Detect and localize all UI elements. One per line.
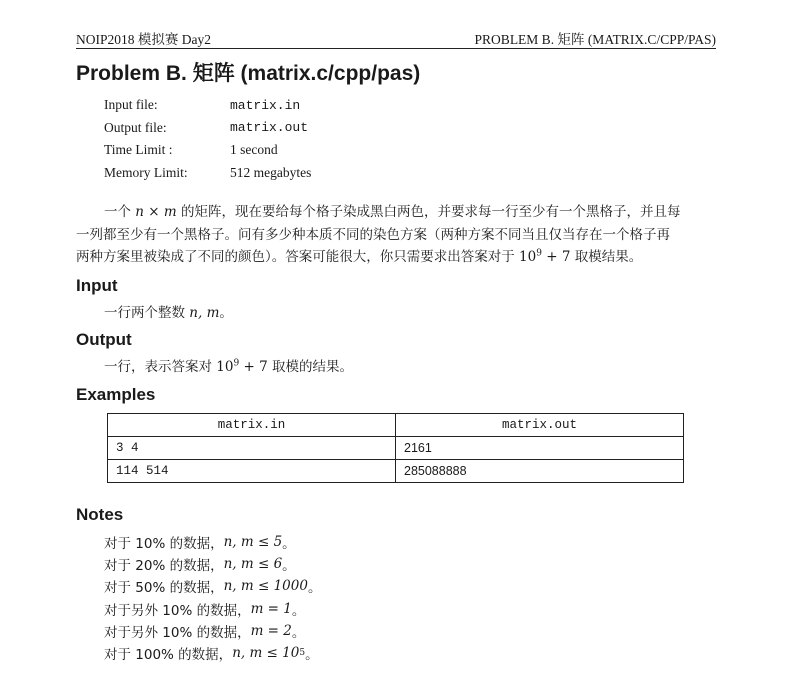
note-condition: n, m ≤ 1000 <box>223 578 308 595</box>
table-row <box>108 437 684 460</box>
meta-label: Input file: <box>104 97 158 113</box>
statement-text: 取模结果。 <box>574 249 643 265</box>
meta-input-file <box>104 94 311 117</box>
header-rule <box>76 48 716 49</box>
statement-text: 两种方案里被染成了不同的颜色）。答案可能很大，你只需要求出答案对于 <box>76 249 515 265</box>
note-text: 对于 50% 的数据， <box>104 580 224 597</box>
list-item <box>104 575 321 597</box>
header-left: NOIP2018 模拟赛 Day2 <box>76 32 211 47</box>
note-end: 。 <box>291 624 306 641</box>
list-item <box>104 598 321 620</box>
note-text: 对于另外 10% 的数据， <box>104 624 251 641</box>
note-condition: n, m ≤ 5 <box>223 534 283 551</box>
example-input-cell: 3 4 <box>108 437 396 460</box>
problem-meta <box>104 94 311 184</box>
meta-memory-limit <box>104 162 311 185</box>
example-input-cell: 114 514 <box>108 460 396 483</box>
output-text: 一行，表示答案对 <box>104 359 212 375</box>
meta-value: 1 second <box>230 142 278 158</box>
list-item: 对于 100% 的数据， n, m ≤ 10 5 。 <box>104 645 319 664</box>
notes-list <box>104 531 321 664</box>
table-row <box>108 460 684 483</box>
output-heading: Output <box>76 330 132 349</box>
notes-heading: Notes <box>76 505 124 524</box>
note-text: 对于 10% 的数据， <box>104 536 224 553</box>
list-item <box>104 553 321 575</box>
table-header-row <box>108 414 684 437</box>
column-header-output: matrix.out <box>396 414 684 437</box>
statement-text: 一个 <box>104 204 131 220</box>
list-item <box>104 620 321 642</box>
example-output-cell: 285088888 <box>396 460 684 483</box>
output-description <box>104 355 353 375</box>
note-text: 对于 100% 的数据， <box>104 647 233 664</box>
meta-label: Time Limit : <box>104 142 173 158</box>
column-header-input: matrix.in <box>108 414 396 437</box>
meta-time-limit <box>104 139 311 162</box>
statement-line-1 <box>76 201 716 224</box>
meta-value: matrix.in <box>230 97 301 113</box>
statement-line-2: 一列都至少有一个黑格子。问有多少种本质不同的染色方案（两种方案不同当且仅当存在一个格子再 <box>76 226 670 243</box>
note-end: 。 <box>282 558 296 575</box>
header-right: PROBLEM B. 矩阵 (MATRIX.C/CPP/PAS) <box>474 32 716 47</box>
meta-label: Memory Limit: <box>104 164 188 180</box>
running-header <box>76 28 716 48</box>
note-condition: m = 1 <box>250 600 292 617</box>
modulus-offset: + 7 <box>541 249 571 265</box>
statement-math: n × m <box>135 204 177 220</box>
note-text: 对于 20% 的数据， <box>104 558 224 575</box>
output-text-end: 取模的结果。 <box>272 359 353 375</box>
modulus-exponent: 9 <box>233 358 240 369</box>
modulus-base: 10 <box>519 249 537 265</box>
modulus-base: 10 <box>216 359 234 375</box>
problem-title: Problem B. 矩阵 (matrix.c/cpp/pas) <box>76 62 421 85</box>
modulus-offset: + 7 <box>239 359 268 375</box>
statement-text: 的矩阵，现在要给每个格子染成黑白两色，并要求每一行至少有一个黑格子，并且每 <box>180 204 681 220</box>
meta-value: 512 megabytes <box>230 164 312 180</box>
input-math: n, m <box>189 305 220 321</box>
meta-label: Output file: <box>104 119 167 135</box>
note-condition: m = 2 <box>250 622 292 639</box>
input-heading: Input <box>76 276 118 295</box>
examples-table <box>107 413 684 483</box>
note-end: 。 <box>305 647 319 664</box>
input-text: 一行两个整数 <box>104 305 185 321</box>
meta-output-file <box>104 117 311 140</box>
example-output-cell: 2161 <box>396 437 684 460</box>
note-text: 对于另外 10% 的数据， <box>104 602 251 619</box>
note-end: 。 <box>291 602 306 619</box>
note-end: 。 <box>282 536 296 553</box>
note-end: 。 <box>307 580 322 597</box>
problem-statement <box>76 201 716 269</box>
input-description <box>104 301 233 321</box>
examples-heading: Examples <box>76 385 156 404</box>
input-text-end: 。 <box>219 305 233 321</box>
meta-value: matrix.out <box>230 120 309 136</box>
statement-line-3 <box>76 246 716 269</box>
list-item <box>104 531 321 553</box>
note-condition: n, m ≤ 10 <box>232 645 300 662</box>
note-condition: n, m ≤ 6 <box>223 556 283 573</box>
modulus-exponent: 9 <box>536 248 542 259</box>
